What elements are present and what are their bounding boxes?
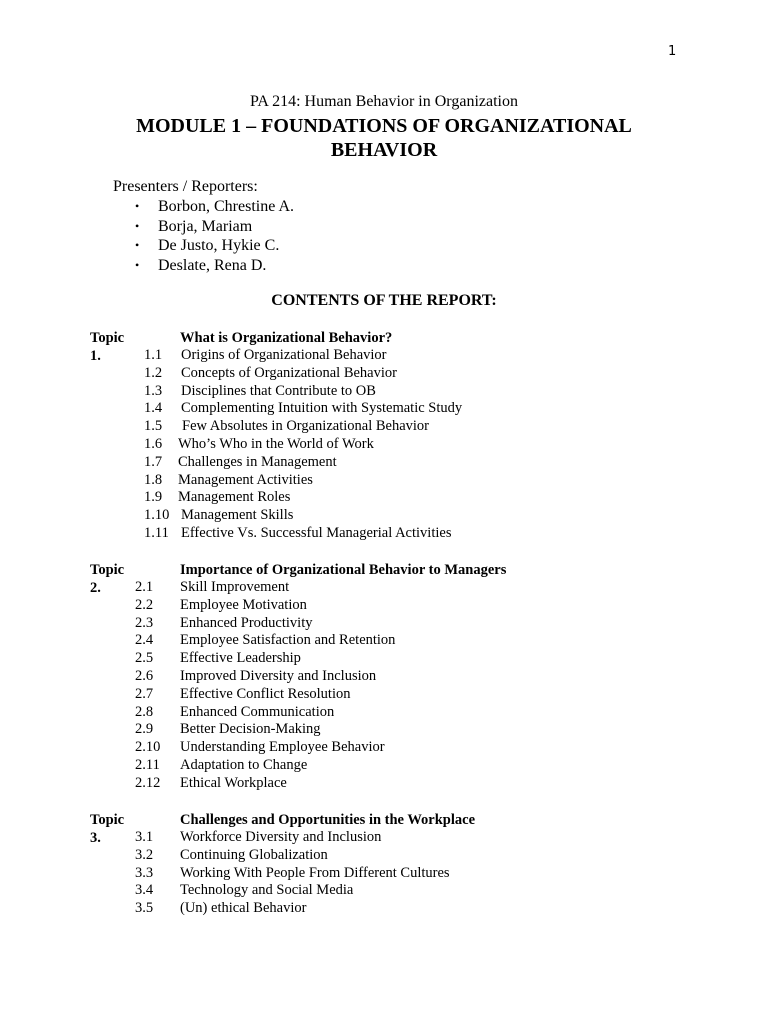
subtopic-number: 1.10 [144,507,170,524]
subtopic-label: Disciplines that Contribute to OB [181,382,376,399]
bullet-icon: • [135,199,140,213]
course-title: PA 214: Human Behavior in Organization [250,93,518,110]
subtopic-label: Better Decision-Making [180,721,321,738]
subtopic-number: 2.5 [135,650,154,667]
subtopic-label: Management Skills [181,507,294,524]
subtopic-label: Management Activities [178,471,313,488]
subtopic-number: 2.2 [135,596,154,613]
subtopic-label: (Un) ethical Behavior [180,900,307,917]
subtopic-number: 1.6 [144,435,163,452]
subtopic-label: Enhanced Communication [180,703,335,720]
subtopic-label: Effective Conflict Resolution [180,685,351,702]
subtopic-label: Effective Vs. Successful Managerial Activities [181,524,452,541]
presenter-item [135,256,294,276]
subtopic-number: 2.6 [135,667,154,684]
module-title-line1: MODULE 1 – FOUNDATIONS OF ORGANIZATIONAL [136,115,632,137]
subtopic-number: 1.2 [144,364,163,381]
subtopic-number: 1.7 [144,453,163,470]
subtopic-label: Challenges in Management [178,453,337,470]
subtopic-label: Complementing Intuition with Systematic Study [181,400,463,417]
module-title-line2: BEHAVIOR [330,139,438,161]
subtopic-label: Working With People From Different Cultures [180,864,450,881]
subtopic-number: 3.1 [135,829,154,845]
presenters-label: Presenters / Reporters: [113,178,258,195]
subtopic-label: Continuing Globalization [180,846,328,863]
subtopic-number: 1.8 [144,471,163,488]
subtopic-number: 3.3 [135,864,154,881]
subtopic-label: Adaptation to Change [180,756,308,773]
subtopic-label: Understanding Employee Behavior [180,739,385,756]
subtopic-label: Concepts of Organizational Behavior [181,364,397,381]
topic-title: Challenges and Opportunities in the Workplace [180,812,476,828]
presenter-item [135,197,294,217]
subtopic-number: 2.3 [135,614,154,631]
topic-title: What is Organizational Behavior? [180,330,393,346]
subtopic-number: 2.12 [135,774,161,791]
topic-title: Importance of Organizational Behavior to Managers [180,562,507,578]
subtopic-number: 2.7 [135,685,154,702]
subtopic-number: 1.1 [144,347,163,363]
subtopic-label: Who’s Who in the World of Work [178,435,374,452]
subtopic-number: 1.5 [144,418,163,435]
module-title [130,114,638,162]
subtopic-number: 2.9 [135,721,154,738]
bullet-icon: • [135,218,140,233]
subtopic-label: Effective Leadership [180,650,301,667]
presenter-name: Deslate, Rena D. [158,256,267,274]
topic-label: Topic 1. [90,330,125,364]
presenter-item [135,236,294,256]
subtopic-label: Technology and Social Media [180,882,354,899]
subtopic-number: 1.11 [144,524,169,541]
bullet-icon: • [135,257,140,272]
contents-heading: CONTENTS OF THE REPORT: [271,292,497,309]
subtopic-number: 2.11 [135,756,160,773]
presenters-list [135,197,294,275]
subtopic-label: Employee Motivation [180,596,307,613]
subtopic-label: Ethical Workplace [180,774,287,791]
subtopic-label: Enhanced Productivity [180,614,313,631]
page-number: 1 [668,44,677,59]
subtopic-label: Management Roles [178,489,291,506]
subtopic-number: 3.4 [135,882,154,899]
subtopic-label: Origins of Organizational Behavior [181,347,387,363]
topic-label: Topic 3. [90,812,125,846]
subtopic-number: 1.4 [144,400,163,417]
presenter-name: Borja, Mariam [158,217,253,235]
subtopic-label: Workforce Diversity and Inclusion [180,829,382,845]
subtopic-number: 1.3 [144,382,163,399]
presenter-name: De Justo, Hykie C. [158,237,280,254]
subtopic-label: Skill Improvement [180,579,290,595]
subtopic-number: 2.8 [135,703,154,720]
subtopic-label: Employee Satisfaction and Retention [180,632,396,649]
presenter-item [135,217,294,237]
subtopic-number: 2.10 [135,739,161,756]
subtopic-number: 3.5 [135,900,154,917]
subtopic-number: 3.2 [135,846,154,863]
subtopic-number: 1.9 [144,489,163,506]
subtopic-label: Few Absolutes in Organizational Behavior [182,418,429,435]
subtopic-number: 2.1 [135,579,154,595]
topic-label: Topic 2. [90,562,125,596]
subtopic-label: Improved Diversity and Inclusion [180,667,377,684]
bullet-icon: • [135,238,140,252]
subtopic-number: 2.4 [135,632,154,649]
presenter-name: Borbon, Chrestine A. [158,198,294,215]
